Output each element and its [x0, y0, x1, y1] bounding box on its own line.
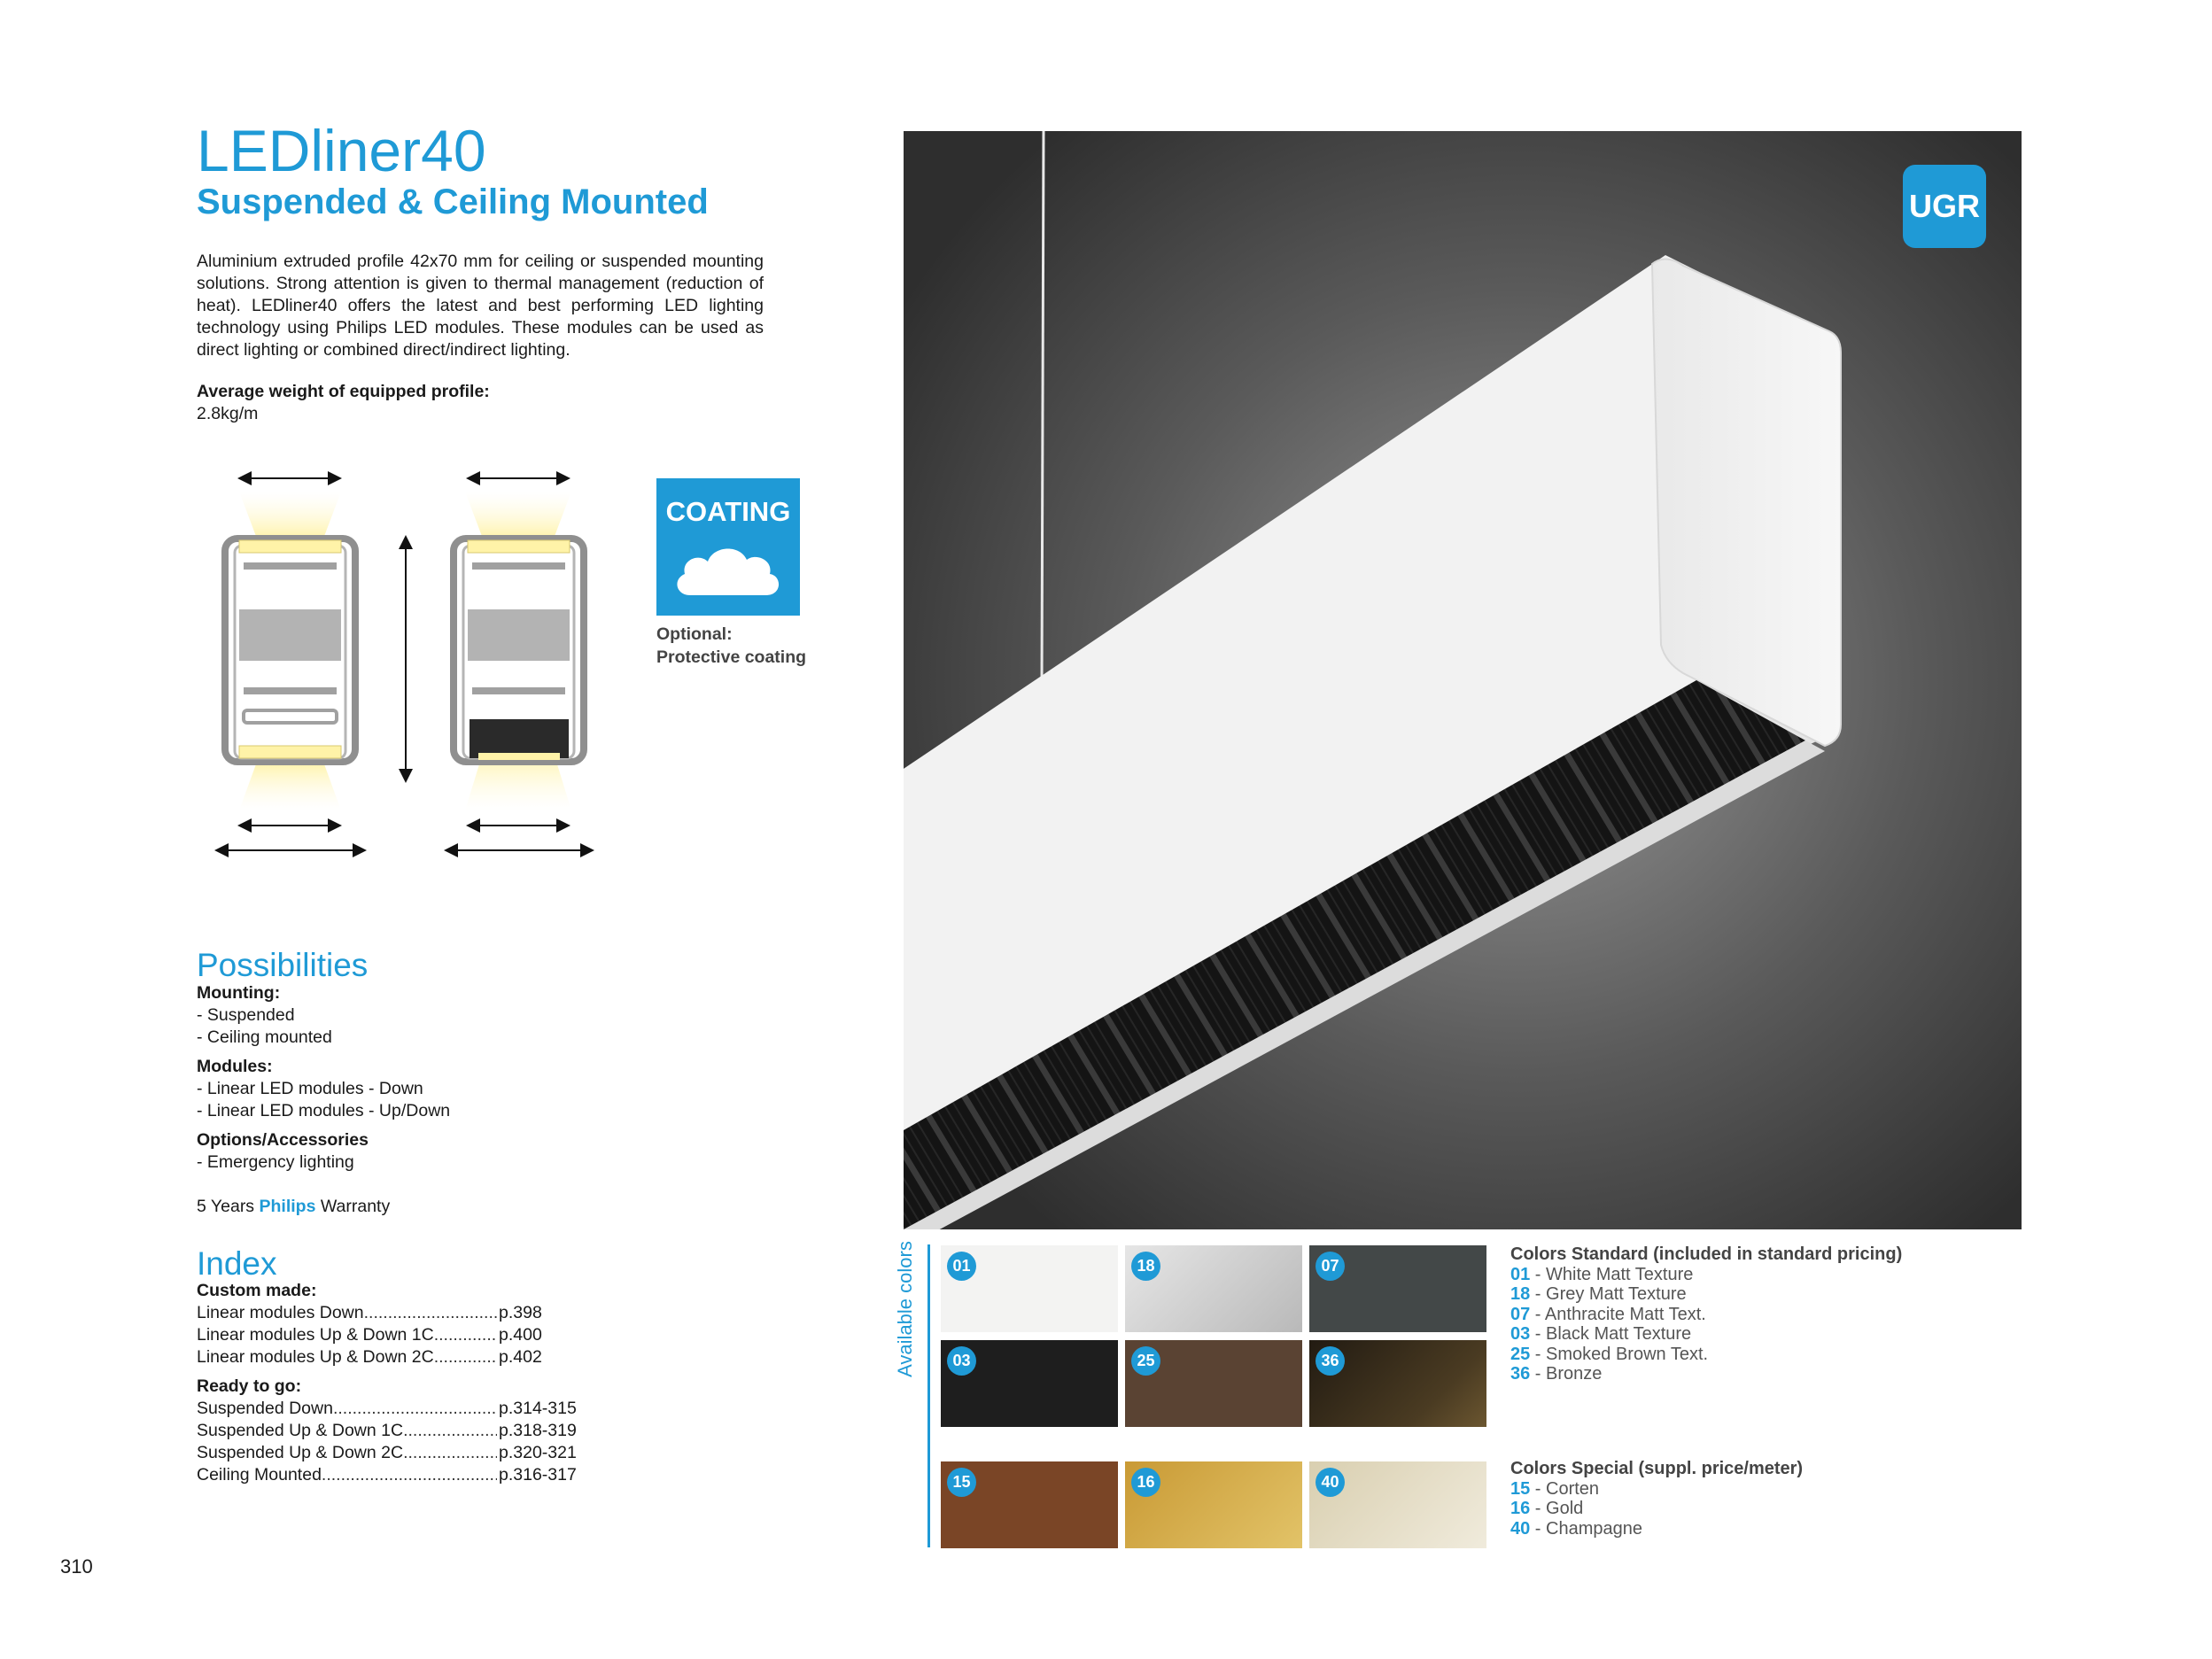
legend-item: 15 - Corten [1510, 1478, 1600, 1499]
index-row-name: Suspended Down [197, 1399, 333, 1418]
swatch-code: 25 [1131, 1346, 1160, 1376]
list-item: - Linear LED modules - Down [197, 1079, 423, 1098]
index-row-name: Linear modules Down [197, 1303, 364, 1322]
swatch-code: 15 [947, 1468, 976, 1497]
possibilities-group [197, 982, 450, 1049]
warranty-suffix: Warranty [315, 1197, 391, 1216]
legend-item: 25 - Smoked Brown Text. [1510, 1344, 1709, 1364]
index-row-page: p.320-321 [499, 1443, 577, 1462]
available-colors-divider [927, 1244, 930, 1547]
weight-value: 2.8kg/m [197, 404, 259, 423]
swatch-code: 18 [1131, 1252, 1160, 1281]
list-item: - Suspended [197, 1005, 295, 1025]
legend-title: Colors Special (suppl. price/meter) [1510, 1459, 1804, 1478]
swatch-code: 36 [1316, 1346, 1345, 1376]
index-row [197, 1346, 583, 1368]
colors-standard-legend [1510, 1244, 1902, 1384]
list-item: - Emergency lighting [197, 1152, 354, 1172]
cloud-icon [671, 540, 786, 602]
index-row-name: Linear modules Up & Down 1C [197, 1325, 434, 1345]
index-row [197, 1442, 583, 1464]
warranty-line [197, 1197, 390, 1217]
index-row-page: p.400 [499, 1325, 542, 1345]
possibilities-group [197, 1129, 450, 1174]
product-description: Aluminium extruded profile 42x70 mm for ceiling or suspended mounting solutions. Strong attention is given to thermal management (reduction of heat). LEDliner40 offers the latest and best performing LED lighting technology using Philips LED modules. These modules can be used as direct lighting or combined direct/indirect lighting. [197, 252, 764, 360]
group-title: Options/Accessories [197, 1130, 369, 1150]
warranty-prefix: 5 Years [197, 1197, 260, 1216]
coating-label: COATING [665, 496, 791, 527]
index-row-page: p.398 [499, 1303, 542, 1322]
index-title: Index [197, 1245, 277, 1282]
index-row-name: Suspended Up & Down 1C [197, 1421, 404, 1440]
index-row-name: Linear modules Up & Down 2C [197, 1347, 434, 1367]
color-swatch [941, 1245, 1118, 1332]
possibilities-group [197, 1056, 450, 1122]
list-item: - Linear LED modules - Up/Down [197, 1101, 451, 1120]
color-swatch [941, 1461, 1118, 1548]
legend-item: 36 - Bronze [1510, 1364, 1603, 1384]
list-item: - Ceiling mounted [197, 1027, 332, 1047]
index-row [197, 1398, 583, 1420]
possibilities-list [197, 982, 450, 1181]
color-swatch [1125, 1340, 1302, 1427]
profile-up-down-icon [225, 492, 355, 810]
profile-cross-section-diagram [213, 461, 602, 868]
group-title: Modules: [197, 1057, 273, 1076]
index-row [197, 1302, 583, 1324]
color-swatch [1309, 1340, 1486, 1427]
legend-item: 07 - Anthracite Matt Text. [1510, 1304, 1706, 1324]
coating-badge [656, 478, 800, 616]
weight-label: Average weight of equipped profile: [197, 382, 490, 401]
index-row-page: p.314-315 [499, 1399, 577, 1418]
legend-title: Colors Standard (included in standard pricing) [1510, 1244, 1903, 1264]
profile-down-icon [454, 492, 584, 810]
index-row [197, 1420, 583, 1442]
color-swatch [1309, 1245, 1486, 1332]
legend-item: 40 - Champagne [1510, 1518, 1642, 1539]
product-subtitle: Suspended & Ceiling Mounted [197, 182, 709, 221]
index-row [197, 1324, 583, 1346]
swatch-code: 03 [947, 1346, 976, 1376]
index-row-name: Ceiling Mounted [197, 1465, 322, 1485]
index-row-page: p.318-319 [499, 1421, 577, 1440]
swatch-code: 16 [1131, 1468, 1160, 1497]
color-swatch [941, 1340, 1118, 1427]
available-colors-label: Available colors [894, 1241, 916, 1377]
color-swatch [1125, 1245, 1302, 1332]
index-row-page: p.402 [499, 1347, 542, 1367]
possibilities-title: Possibilities [197, 947, 369, 983]
color-swatch [1309, 1461, 1486, 1548]
legend-item: 03 - Black Matt Texture [1510, 1324, 1692, 1344]
coating-note [656, 623, 806, 669]
swatch-code: 07 [1316, 1252, 1345, 1281]
group-title: Mounting: [197, 983, 281, 1003]
ugr-badge: UGR [1903, 165, 1986, 248]
legend-item: 01 - White Matt Texture [1510, 1264, 1694, 1284]
color-swatch [1125, 1461, 1302, 1548]
coating-note-line2: Protective coating [656, 647, 807, 667]
product-title: LEDliner40 [197, 118, 486, 183]
index-group-title: Custom made: [197, 1281, 317, 1300]
warranty-brand: Philips [259, 1197, 316, 1216]
coating-note-line1: Optional: [656, 624, 733, 644]
index-list [197, 1280, 586, 1486]
index-row-page: p.316-317 [499, 1465, 577, 1485]
index-group-title: Ready to go: [197, 1376, 302, 1396]
page-number: 310 [60, 1555, 93, 1578]
index-row-name: Suspended Up & Down 2C [197, 1443, 404, 1462]
legend-item: 18 - Grey Matt Texture [1510, 1284, 1687, 1304]
swatch-code: 01 [947, 1252, 976, 1281]
index-row [197, 1464, 583, 1486]
product-photo [904, 131, 2022, 1229]
colors-special-legend [1510, 1459, 1803, 1539]
swatch-code: 40 [1316, 1468, 1345, 1497]
luminaire-render [904, 131, 2022, 1229]
legend-item: 16 - Gold [1510, 1499, 1584, 1518]
